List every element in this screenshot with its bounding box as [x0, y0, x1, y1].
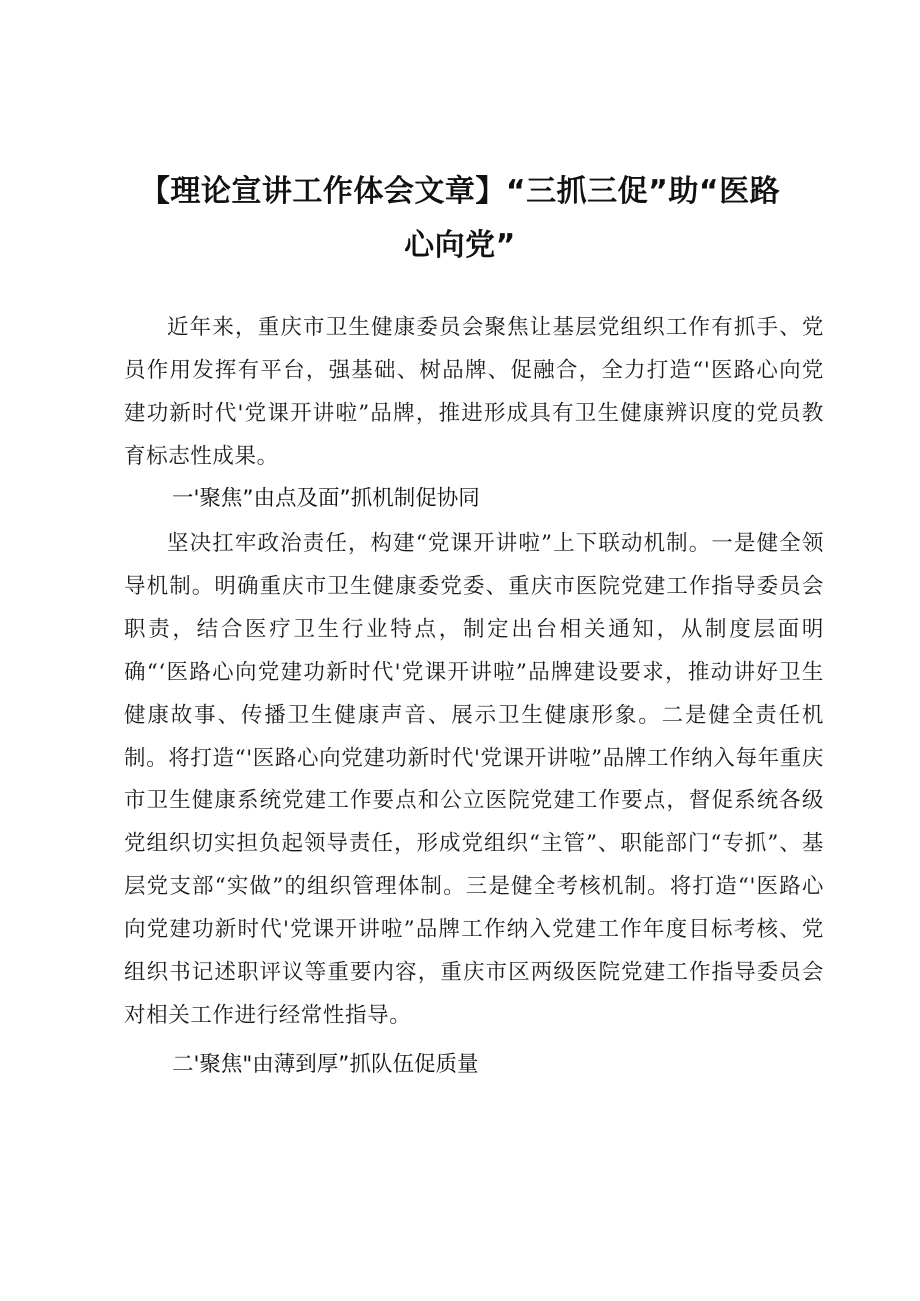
title-line-1: 【理论宣讲工作体会文章】“三抓三促”助“医路	[139, 174, 781, 209]
section-heading-1: 一'聚焦”由点及面”抓机制促协同	[172, 486, 480, 511]
intro-paragraph: 近年来，重庆市卫生健康委员会聚焦让基层党组织工作有抓手、党员作用发挥有平台，强基础、树品牌、促融合，全力打造“'医路心向党建功新时代'党课开讲啦”品牌，推进形成具有卫生健康辨识度的党员教育标志性成果。	[124, 315, 824, 469]
section-1-paragraph: 坚决扛牢政治责任，构建“党课开讲啦”上下联动机制。一是健全领导机制。明确重庆市卫生健康委党委、重庆市医院党建工作指导委员会职责，结合医疗卫生行业特点，制定出台相关通知，从制度层面明确“‘医路心向党建功新时代'党课开讲啦”品牌建设要求，推动讲好卫生健康故事、传播卫生健康声音、展示卫生健康形象。二是健全责任机制。将打造“'医路心向党建功新时代'党课开讲啦”品牌工作纳入每年重庆市卫生健康系统党建工作要点和公立医院党建工作要点，督促系统各级党组织切实担负起领导责任，形成党组织“主管”、职能部门“专抓”、基层党支部“实做”的组织管理体制。三是健全考核机制。将打造“'医路心向党建功新时代'党课开讲啦”品牌工作纳入党建工作年度目标考核、党组织书记述职评议等重要内容，重庆市区两级医院党建工作指导委员会对相关工作进行经常性指导。	[124, 531, 824, 1028]
section-heading-2: 二'聚焦"由薄到厚”抓队伍促质量	[172, 1052, 479, 1077]
title-line-2: 心向党”	[404, 228, 516, 263]
document-title	[110, 165, 810, 273]
